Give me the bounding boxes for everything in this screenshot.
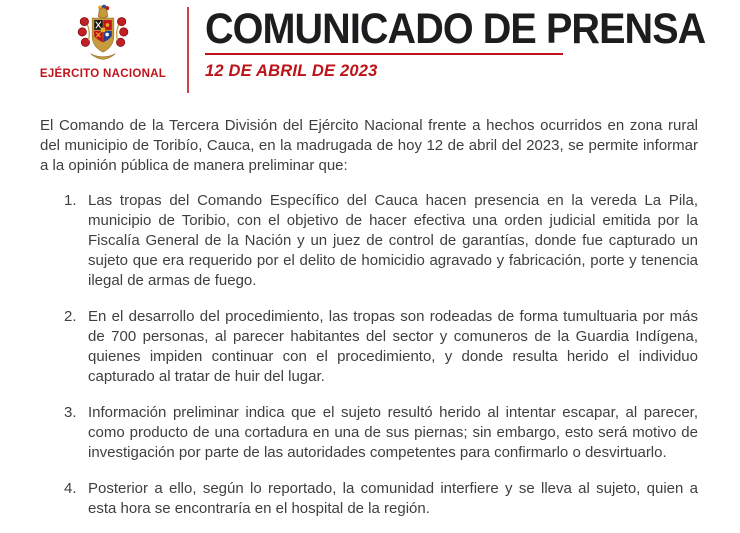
list-item-number: 2. [64, 308, 77, 325]
list-item [40, 403, 698, 463]
list-item-text: En el desarrollo del procedimiento, las tropas son rodeadas de forma tumultuaria por más de 700 personas, al parecer habitantes del sector y comuneros de la Guardia Indígena, quienes impiden continuar con el procedimiento, y donde resulta herido el individuo capturado al tratar de huir del lugar. [88, 308, 698, 385]
list-item-text: Posterior a ello, según lo reportado, la comunidad interfiere y se lleva al sujeto, quien a esta hora se encontraría en el hospital de la región. [88, 480, 698, 517]
title-block [205, 7, 740, 81]
list-item-number: 1. [64, 192, 77, 209]
title-underline [205, 53, 563, 55]
list-item [40, 479, 698, 519]
list-item-number: 4. [64, 480, 77, 497]
page-title: COMUNICADO DE PRENSA [205, 5, 706, 53]
list-item [40, 191, 698, 291]
header-divider [187, 7, 189, 93]
doc-body [40, 116, 698, 533]
intro-paragraph: El Comando de la Tercera División del Ejército Nacional frente a hechos ocurridos en zona rural del municipio de Toribío, Cauca, en la madrugada de hoy 12 de abril del 2023, se permite informar a la opinión pública de manera preliminar que: [40, 117, 698, 174]
list-item [40, 307, 698, 387]
doc-date: 12 DE ABRIL DE 2023 [205, 62, 378, 80]
org-name: EJÉRCITO NACIONAL [39, 68, 167, 80]
list-item-text: Las tropas del Comando Específico del Cauca hacen presencia en la vereda La Pila, municipio de Toribio, con el objetivo de hacer efectiva una orden judicial emitida por la Fiscalía General de la Nación y un juez de control de garantías, donde fue capturado un sujeto que era requerido por el delito de homicidio agravado y fabricación, porte y tenencia ilegal de armas de fuego. [88, 192, 698, 289]
numbered-list [40, 191, 698, 519]
army-logo [33, 4, 173, 80]
army-crest-icon [77, 4, 129, 62]
list-item-number: 3. [64, 404, 77, 421]
list-item-text: Información preliminar indica que el sujeto resultó herido al intentar escapar, al parecer, como producto de una cortadura en una de sus piernas; sin embargo, esto será motivo de investigación por parte de las autoridades competentes para confirmarlo o desvirtuarlo. [88, 404, 698, 461]
